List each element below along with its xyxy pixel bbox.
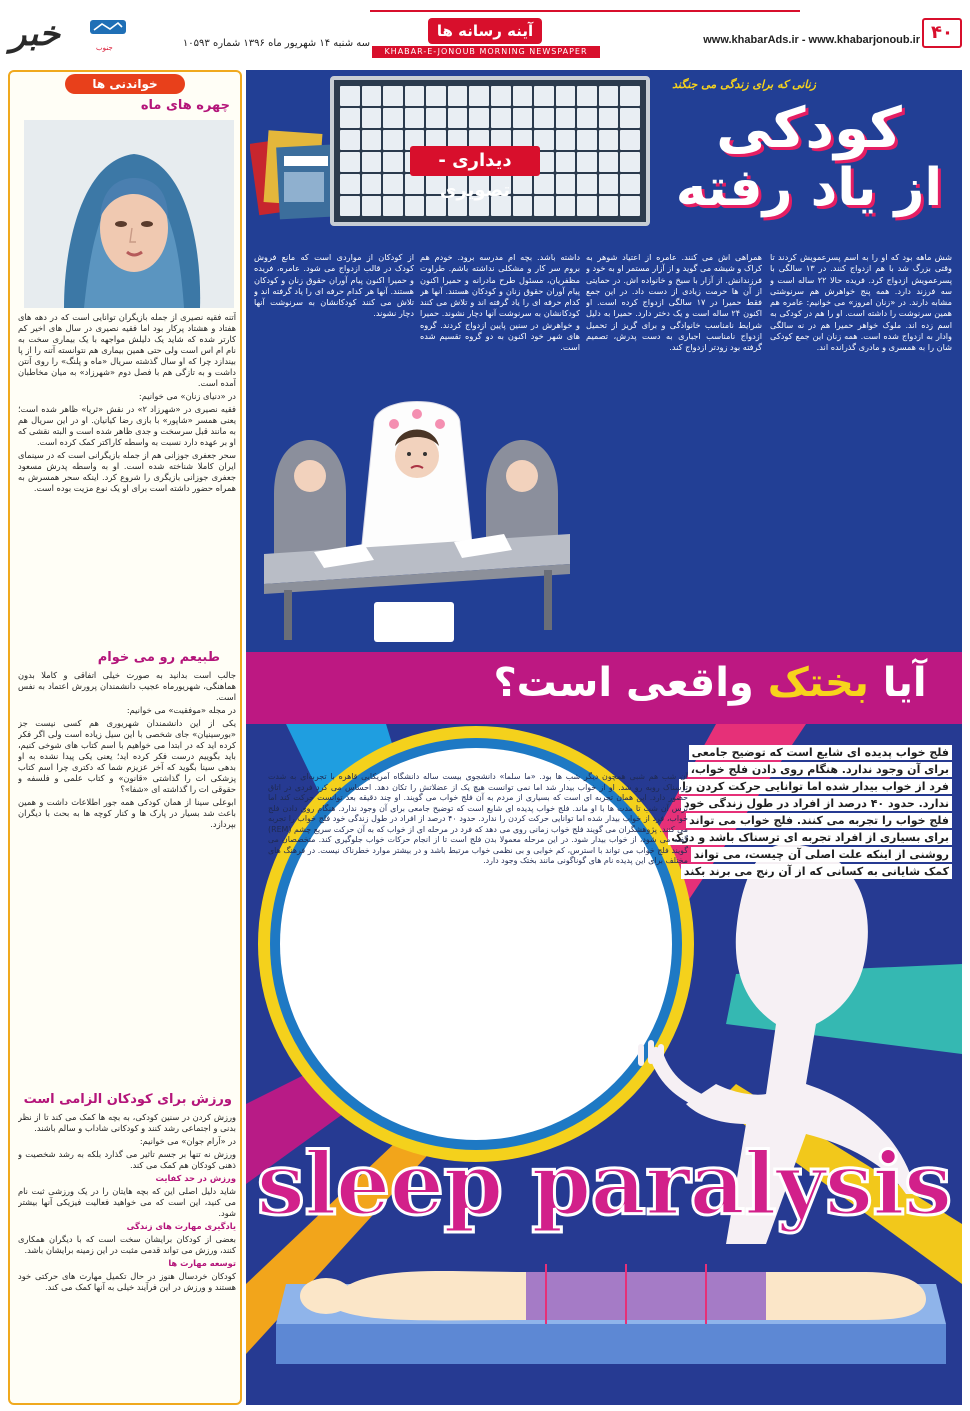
logo-text: خبر [10,14,61,54]
faces-paragraph: فقیه نصیری در «شهرزاد ۲» در نقش «ثریا» ظاهر شده است؛ یعنی همسر «شاپور» با بازی رضا کیانیان. او در این سریال هم به مانند قبل سرسخت و جدی ظاهر شده است و البته نقشی که او بر عهده دارد نسبت به واسطه کاراکتر کمک کرده است. [18,404,236,447]
section-title-kids-sport: ورزش برای کودکان الزامی است [23,1092,232,1107]
section-title-sleep-wish: طبیعم رو می خوام [97,650,220,665]
article-title-line2: از یاد رفته [675,158,943,218]
magazine-stack-image [250,120,340,230]
article-column-2: همراهی اش می کنند. عامره از اعتیاد شوهر به کراک و شیشه می گوید و از آزار مستمر او به خود و فرزندانش. از آزار با سیخ و خانواده اش. در حمایتی از آن ها حرمت زیادی از دست داد. در این جمع فقط حمیرا در ۱۷ سالگی ازدواج کرده است. او اکنون ۲۴ ساله است و یک دختر دارد. حمیرا به دلیل شرایط نامناسب خانوادگی و برای گریز از تحمیل ازدواج نامناسب اجباری به دست پدرش، تصمیم گرفته بود زودتر ازدواج کند. [586,252,762,353]
actress-portrait [24,120,234,308]
avicenna-paragraph: یکی از این دانشمندان شهریوری هم کسی نیست جز «بورسینیان» جای شخصی با این سیل زیاده است ولی اگر فکر کرده اید که در ابتدا می خواهیم با اسم کتاب های شوخی کنیم، باید بگوییم درست فکر کرده اید؛ یعنی یکی پیدا نشده به او بدهی سینا بگوید که آخر عزیزم شما که دکتری چرا اسم کتاب پزشکی ات را گذاشتی «قانون» و کتاب علمی و فلسفه و حقوقی ات را گذاشته ای «شفا»؟ [18,718,236,794]
sport-subhead: یادگیری مهارت های زندگی [126,1221,236,1231]
article-column-1: شش ماهه بود که او را به اسم پسرعمویش کردند تا وقتی بزرگ شد با هم ازدواج کنند. در ۱۳ سالگی با پسرعمویش ازدواج کرد. فریده حالا ۲۲ ساله است و سه فرزند دارد. همه پنج خواهرش هم سرنوشتی مشابه دارند. در «زنان امروز» می خوانیم: عامره هم همین سرنوشت را داشته است. او را هم در کودکی به اسم زده اند. ملوک خواهر حمیرا هم در نه سالگی وادار به ازدواج شده است. همه زنان این جمع کودکی شان را به همسری و مادری گذرانده اند. [770,252,952,353]
logo-subtext: جنوب [96,44,113,52]
header-rule [370,10,800,12]
sport-paragraph: ورزش کردن در سنین کودکی، به بچه ها کمک می کند تا از نظر بدنی و اجتماعی رشد کنند و کودکانی شاداب و سالم باشند. [18,1112,236,1133]
masthead [0,0,970,70]
kids-sport-article [18,1112,236,1402]
section-banner: آینه رسانه ها [428,18,542,44]
faces-article [18,312,236,637]
section-title-faces: چهره های ماه [140,98,230,113]
article2-headline [480,660,940,706]
article-column-3: داشته باشد. بچه ام مدرسه برود. خودم هم بروم سر کار و مشکلی نداشته باشم. طراوت مظفریان، مسئول طرح مادرانه و حمیرا اکنون پیام آوران حقوق زنان و کودکان هستند. آنها هر کدام حرفه ای را یاد گرفته اند و تلاش می کنند کودکانشان به سرنوشت آنها دچار نشوند. حمیرا و خواهرش در سنین پایین ازدواج کردند. گروه های شهر خود اکنون به دو گروه تقسیم شده است. [420,252,580,353]
logo-emblem-icon [88,18,128,36]
article2-intro [668,744,952,880]
left-column [8,70,242,1405]
newspaper-logo [10,14,130,56]
issue-date: سه شنبه ۱۴ شهریور ماه ۱۳۹۶ شماره ۱۰۵۹۳ [182,38,370,49]
avicenna-paragraph: جالب است بدانید به صورت خیلی اتفاقی و کاملا بدون هماهنگی، شهریورماه عجیب دانشمندان پرورش اعتماد به نفس است. [18,670,236,702]
article-column-3-lower [420,384,580,646]
sport-paragraph: در «آرام جوان» می خوانیم: [139,1136,236,1146]
page-number: ۴۰ [922,18,962,48]
faces-paragraph: در «دنیای زنان» می خوانیم: [138,391,236,401]
website-urls[interactable]: www.khabarAds.ir - www.khabarjonoub.ir [703,34,920,46]
avicenna-paragraph: در مجله «موفقیت» می خوانیم: [126,705,236,715]
newspaper-english-name: KHABAR-E-JONOUB MORNING NEWSPAPER [372,46,600,58]
intro-text: فلج خواب پدیده ای شایع است که توضیح جامعی برای آن وجود ندارد. هنگام روی دادن فلج خواب، فرد از خواب بیدار شده اما توانایی حرکت کردن را ندارد. حدود ۴۰ درصد از افراد در طول زندگی خود فلج خواب را تجربه می کنند. فلج خواب می تواند برای بسیاری از افراد تجربه ای ترسناک باشد و درک روشنی از اینکه علت اصلی آن چیست، می تواند کمک شایانی به کسانی که از آن رنج می برند بکند [668,745,952,879]
article-kicker: زنانی که برای زندگی می جنگند [672,78,816,91]
sleep-paralysis-english-title: sleep paralysis [256,1134,952,1235]
faces-paragraph: سحر جعفری جوزانی هم از جمله بازیگرانی است که در سینمای ایران کاملا شناخته شده است. او به واسطه پدرش مسعود جعفری جوزانی بازیگری را شروع کرد. اینکه سحر همسرش به همراه حضور داشته است برای او یک نوع مزیت بوده است. [18,450,236,493]
audio-visual-tag: دیداری - تصویری [410,146,540,176]
sport-subhead: توسعه مهارت ها [168,1258,236,1268]
sport-paragraph: کودکان خردسال هنوز در حال تکمیل مهارت های حرکتی خود هستند و ورزش در این فرآیند خیلی به آنها کمک می کند. [18,1271,236,1292]
column-header: خواندنی ها [65,74,185,94]
avicenna-article [18,670,236,1080]
faces-paragraph: آتنه فقیه نصیری از جمله بازیگران توانایی است که در دهه های هفتاد و هشتاد پرکار بود اما فقیه نصیری در سال های اخیر کم کارتر شده که شاید یک دلیلش مواجهه با یک بیماری سخت به نام ام اس است ولی حتی همین بیماری هم نتوانسته آتنه را از پا بیندازد چرا که او سال گذشته سریال «ماه و پلنگ» را روی آنتن داشت و به تازگی هم با فصل دوم «شهرزاد» به میان مخاطبان آمده است. [18,312,236,388]
sport-paragraph: ورزش نه تنها بر جسم تاثیر می گذارد بلکه به رشد شخصیت و ذهنی کودکان هم کمک می کند. [18,1149,236,1170]
article2-body: آن شب هم شبی همچون دیگر شب ها بود. «ما سلما» دانشجوی بیست ساله دانشگاه آمریکایی قاهره با تجربه‌ای به شدت ترسناک روبه رو شد. او از خواب بیدار شد اما نمی توانست هیچ یک از عضلاتش را تکان دهد. احساس می کرد فردی در اتاق حضور دارد. این همان تجربه ای است که بسیاری از مردم به آن فلج خواب می گویند. او چند دقیقه بعد توانست حرکت کند اما ترس آن شب تا مدت ها با او ماند. فلج خواب پدیده ای شایع است که توضیح جامعی برای آن وجود ندارد. هنگام روی دادن فلج خواب، فرد از خواب بیدار شده اما توانایی حرکت کردن را ندارد. حدود ۴۰ درصد از افراد در طول زندگی خود فلج خواب را تجربه می کنند. پژوهشگران می گویند فلج خواب زمانی روی می دهد که فرد در مرحله ای از خواب که به آن حرکت سریع چشم (REM) گفته می شود، از خواب بیدار شود. در این مرحله معمولا بدن فلج است تا از انجام حرکات خواب جلوگیری کند. متخصصان می گویند فلج خواب می تواند با استرس، کم خوابی و بی نظمی خواب مرتبط باشد و در بیشتر موارد خطرناک نیست. در فرهنگ های مختلف برای این پدیده نام های گوناگونی مانند بختک وجود دارد. [268,772,688,865]
headline-prefix: آیا [882,660,927,706]
article-title-line1: کودکی [716,96,902,161]
avicenna-paragraph: ابوعلی سینا از همان کودکی همه جور اطلاعات داشت و همین باعث شد بسیار در پارک ها و کنار کوچه ها به بحث با دیگران بپردازد. [18,797,236,829]
headline-accent: بختک [767,660,869,706]
sport-paragraph: شاید دلیل اصلی این که بچه هایتان را در یک ورزشی ثبت نام می کنید، این است که می خواهید فعالیت فیزیکی آنها بیشتر شود. [18,1186,236,1218]
sport-paragraph: بعضی از کودکان برایشان سخت است که با دیگران همکاری کنند، ورزش می تواند قدمی مثبت در این زمینه برایشان باشد. [18,1234,236,1255]
headline-suffix: واقعی است؟ [493,660,754,706]
article-column-4: از کودکان از مواردی است که مانع فروش کودک در قالب ازدواج می شود. عامره، فریده و حمیرا اکنون پیام آوران حقوق زنان و کودکان هستند. آنها هر کدام حرفه ای را یاد گرفته اند و تلاش می کنند کودکانشان به سرنوشت آنها دچار نشوند. [254,252,414,319]
sport-subhead: ورزش در حد کفایت [155,1173,236,1183]
